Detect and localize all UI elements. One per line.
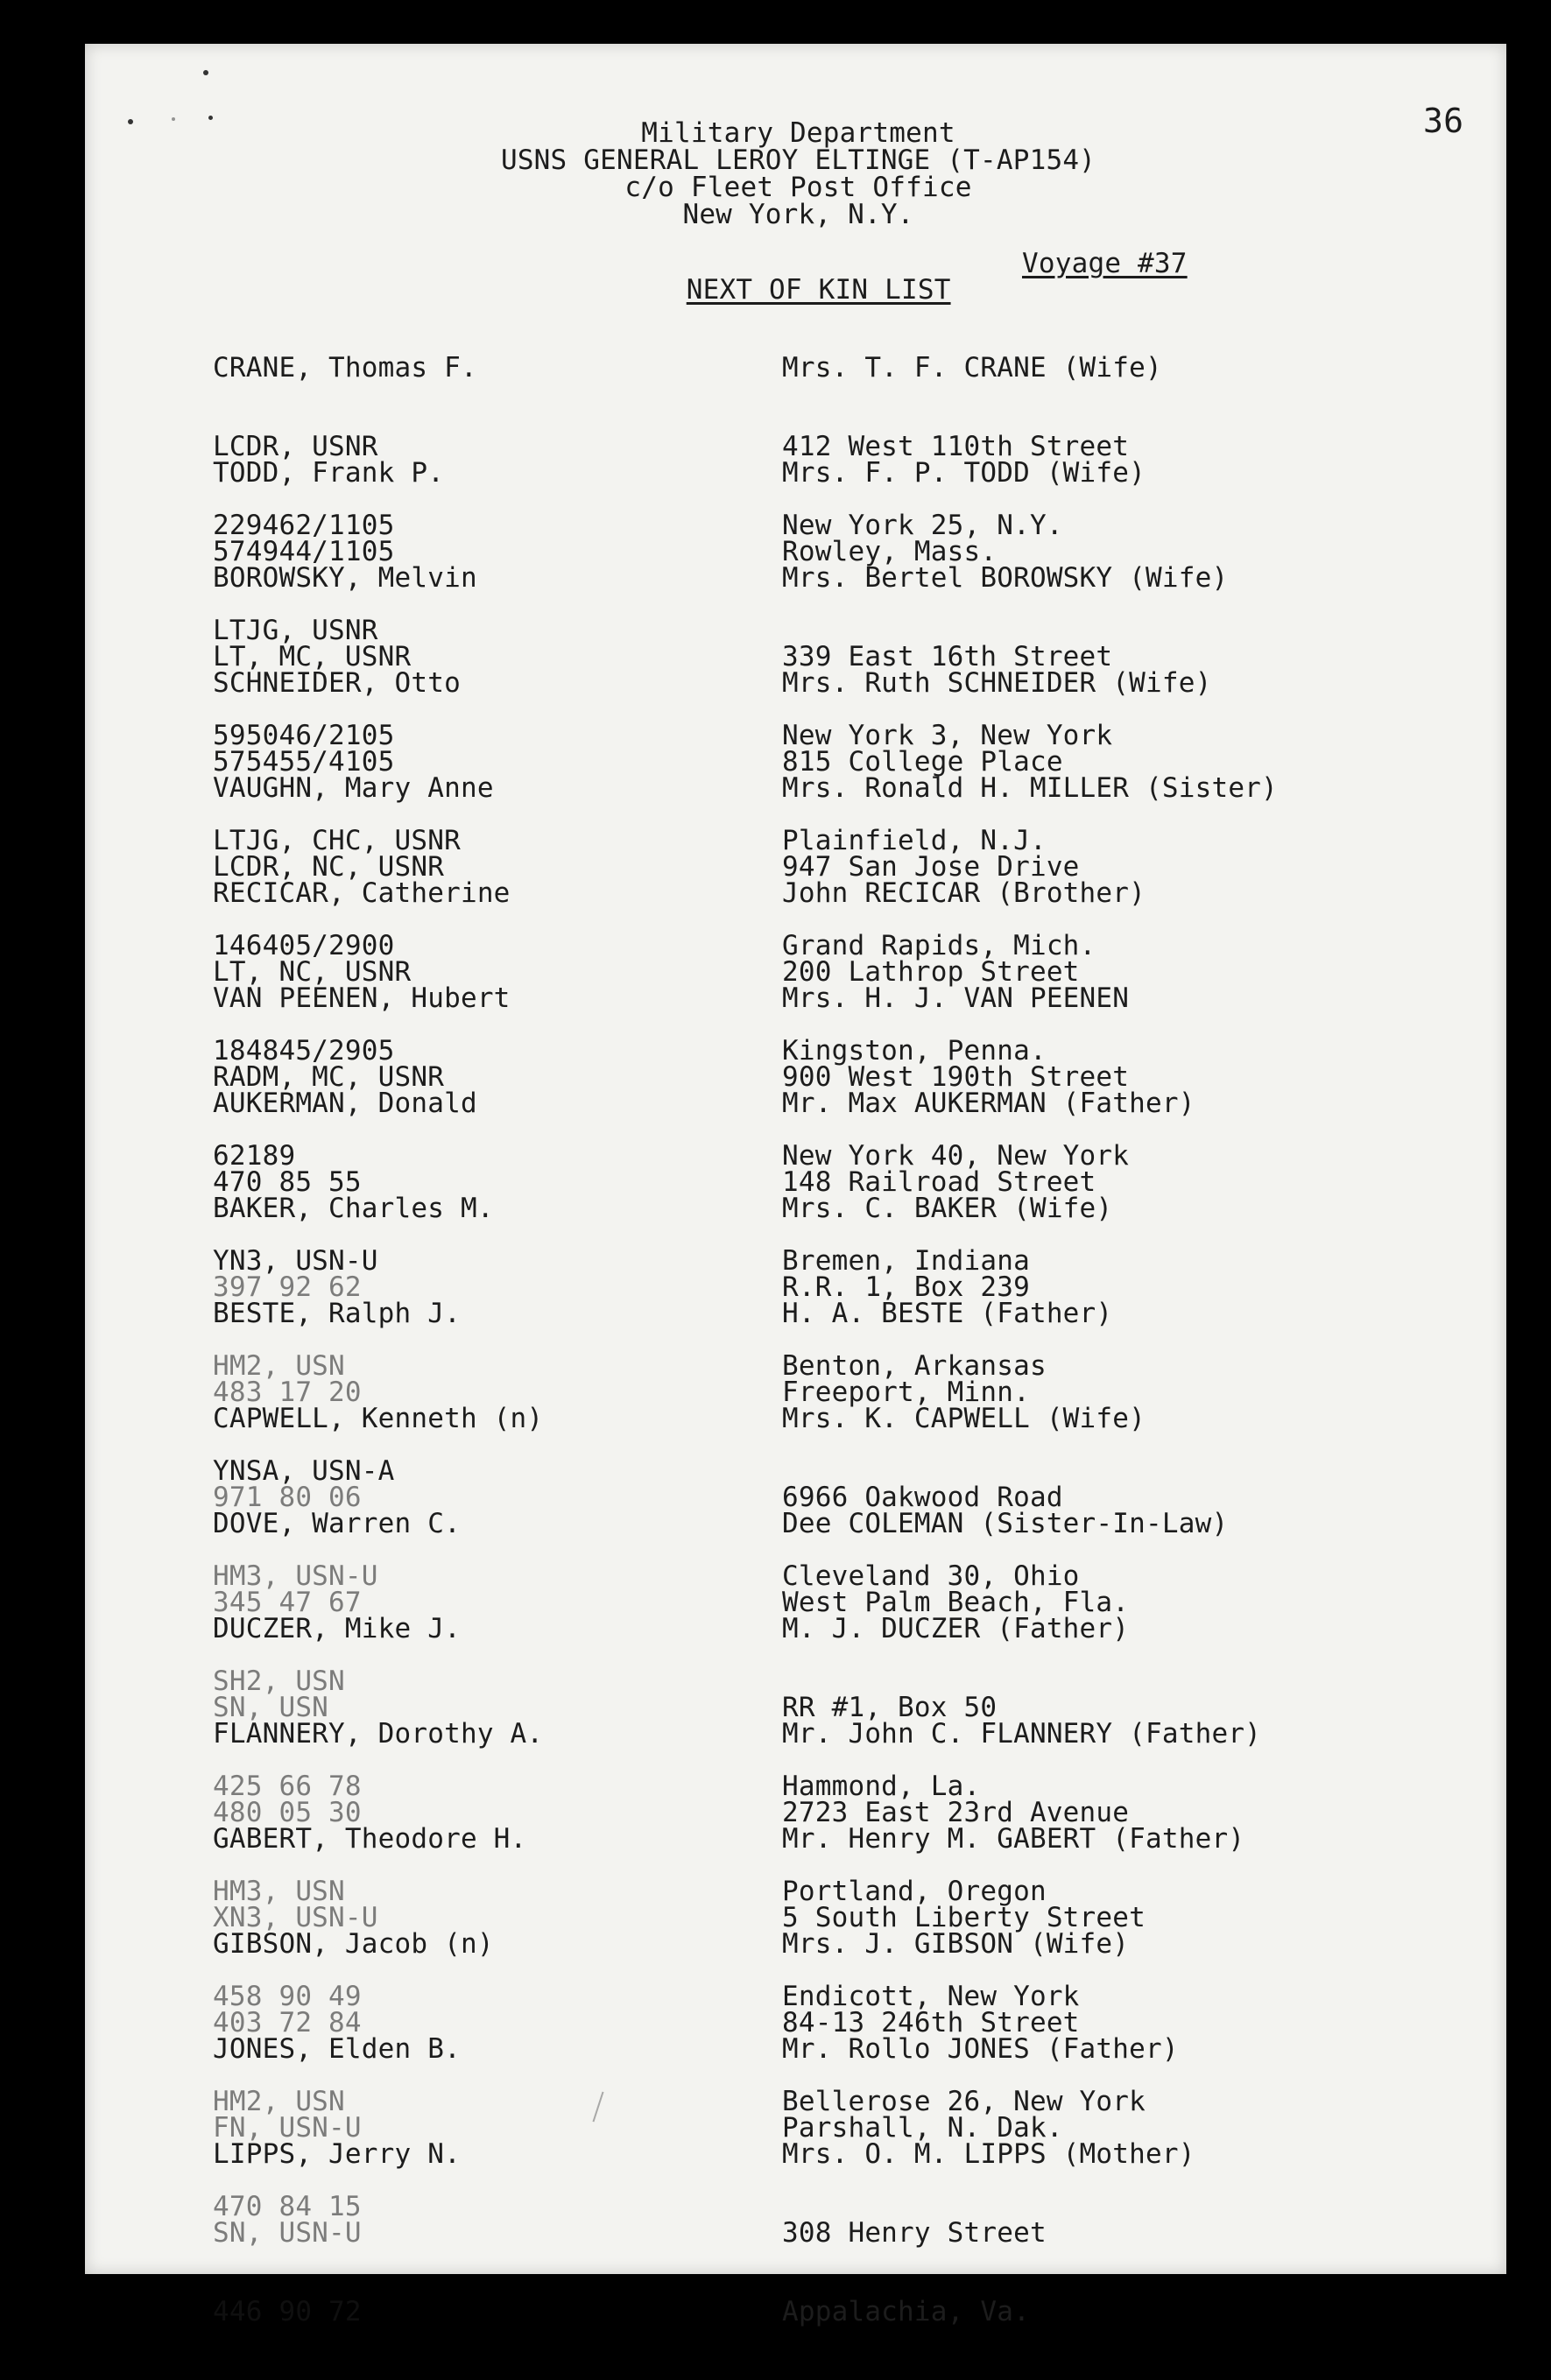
member-name: SCHNEIDER, Otto	[213, 667, 461, 699]
member-detail: 62189	[213, 1140, 296, 1172]
member-name: CAPWELL, Kenneth (n)	[213, 1403, 544, 1434]
member-detail: 397 92 62	[213, 1271, 362, 1303]
member-detail: XN3, USN-U	[213, 1902, 378, 1933]
kin-address: 947 San Jose Drive	[782, 851, 1080, 883]
kin-name: Mr. Henry M. GABERT (Father)	[782, 1823, 1245, 1855]
kin-address: 815 College Place	[782, 746, 1063, 778]
member-name: JONES, Elden B.	[213, 2033, 461, 2065]
kin-name: Mr. Rollo JONES (Father)	[782, 2033, 1179, 2065]
member-detail: 458 90 49	[213, 1981, 362, 2012]
next-of-kin	[782, 2088, 1195, 2377]
kin-address: 339 East 16th Street	[782, 641, 1113, 672]
kin-address: 6966 Oakwood Road	[782, 1482, 1063, 1513]
member-name: CRANE, Thomas F.	[213, 352, 477, 384]
member-detail: 574944/1105	[213, 536, 395, 567]
kin-address: Freeport, Minn.	[782, 1377, 1030, 1408]
member-name: LIPPS, Jerry N.	[213, 2138, 461, 2170]
kin-address: Plainfield, N.J.	[782, 825, 1047, 856]
member-detail: LTJG, CHC, USNR	[213, 825, 461, 856]
member-detail: 483 17 20	[213, 1377, 362, 1408]
member-name: DOVE, Warren C.	[213, 1508, 461, 1539]
service-member	[213, 2088, 461, 2377]
kin-address: Kingston, Penna.	[782, 1035, 1047, 1067]
kin-name: Mrs. T. F. CRANE (Wife)	[782, 352, 1162, 384]
kin-name: Mrs. Bertel BOROWSKY (Wife)	[782, 562, 1229, 594]
kin-address: Bellerose 26, New York	[782, 2086, 1146, 2117]
kin-address: Portland, Oregon	[782, 1876, 1047, 1907]
kin-name: Mrs. K. CAPWELL (Wife)	[782, 1403, 1146, 1434]
kin-address: 308 Henry Street	[782, 2217, 1047, 2249]
member-name: DUCZER, Mike J.	[213, 1613, 461, 1644]
member-detail: HM3, USN-U	[213, 1560, 378, 1592]
kin-name: Mrs. F. P. TODD (Wife)	[782, 457, 1146, 489]
kin-name: John RECICAR (Brother)	[782, 877, 1146, 909]
member-detail: 575455/4105	[213, 746, 395, 778]
kin-address: 148 Railroad Street	[782, 1166, 1096, 1198]
member-detail: SN, USN	[213, 1692, 329, 1723]
member-detail: YNSA, USN-A	[213, 1455, 395, 1487]
member-name: VAUGHN, Mary Anne	[213, 772, 494, 804]
member-detail: 184845/2905	[213, 1035, 395, 1067]
kin-name: H. A. BESTE (Father)	[782, 1298, 1113, 1329]
kin-name: Mrs. Ruth SCHNEIDER (Wife)	[782, 667, 1212, 699]
kin-address: West Palm Beach, Fla.	[782, 1587, 1130, 1618]
letterhead-line-3: c/o Fleet Post Office	[624, 172, 972, 203]
member-detail: 971 80 06	[213, 1482, 362, 1513]
member-detail: SN, USN-U	[213, 2217, 362, 2249]
kin-address: 5 South Liberty Street	[782, 1902, 1146, 1933]
member-detail: 470 85 55	[213, 1166, 362, 1198]
member-name: BOROWSKY, Melvin	[213, 562, 477, 594]
kin-address: 412 West 110th Street	[782, 431, 1130, 462]
letterhead-line-2: USNS GENERAL LEROY ELTINGE (T-AP154)	[500, 144, 1096, 176]
member-detail: LCDR, NC, USNR	[213, 851, 445, 883]
kin-address: Bremen, Indiana	[782, 1245, 1030, 1277]
member-name: VAN PEENEN, Hubert	[213, 982, 511, 1014]
kin-address: Parshall, N. Dak.	[782, 2112, 1063, 2144]
member-detail: 470 84 15	[213, 2191, 362, 2222]
kin-address: New York 40, New York	[782, 1140, 1130, 1172]
member-name: AUKERMAN, Donald	[213, 1088, 477, 1119]
member-name: BAKER, Charles M.	[213, 1193, 494, 1224]
kin-address: R.R. 1, Box 239	[782, 1271, 1030, 1303]
letterhead-line-4: New York, N.Y.	[682, 199, 914, 230]
kin-name: Dee COLEMAN (Sister-In-Law)	[782, 1508, 1229, 1539]
member-name: RECICAR, Catherine	[213, 877, 511, 909]
member-detail: FN, USN-U	[213, 2112, 362, 2144]
kin-address: Hammond, La.	[782, 1771, 981, 1802]
member-detail: LT, MC, USNR	[213, 641, 412, 672]
member-name: GABERT, Theodore H.	[213, 1823, 527, 1855]
kin-address: Benton, Arkansas	[782, 1350, 1047, 1382]
kin-name: Mrs. Ronald H. MILLER (Sister)	[782, 772, 1278, 804]
member-detail: LT, NC, USNR	[213, 956, 412, 988]
member-detail: SH2, USN	[213, 1665, 345, 1697]
page-number: 36	[1423, 102, 1464, 140]
kin-address: 84-13 246th Street	[782, 2007, 1080, 2038]
kin-address: Grand Rapids, Mich.	[782, 930, 1096, 961]
kin-address: Rowley, Mass.	[782, 536, 998, 567]
member-detail: 345 47 67	[213, 1587, 362, 1618]
kin-address: RR #1, Box 50	[782, 1692, 998, 1723]
kin-name: M. J. DUCZER (Father)	[782, 1613, 1130, 1644]
letterhead	[0, 117, 1551, 230]
member-name: FLANNERY, Dorothy A.	[213, 1718, 544, 1750]
member-name: BESTE, Ralph J.	[213, 1298, 461, 1329]
kin-name: Mrs. O. M. LIPPS (Mother)	[782, 2138, 1195, 2170]
member-detail: 229462/1105	[213, 510, 395, 541]
member-detail: 446 90 72	[213, 2296, 362, 2327]
member-detail: 403 72 84	[213, 2007, 362, 2038]
member-detail: RADM, MC, USNR	[213, 1061, 445, 1093]
kin-address: New York 25, N.Y.	[782, 510, 1063, 541]
kin-address: 2723 East 23rd Avenue	[782, 1797, 1130, 1828]
member-detail: 480 05 30	[213, 1797, 362, 1828]
kin-name: Mrs. J. GIBSON (Wife)	[782, 1928, 1130, 1960]
member-name: TODD, Frank P.	[213, 457, 445, 489]
member-detail: YN3, USN-U	[213, 1245, 378, 1277]
kin-address: 900 West 190th Street	[782, 1061, 1130, 1093]
voyage-number: Voyage #37	[1022, 248, 1188, 279]
member-detail: 595046/2105	[213, 720, 395, 751]
kin-name: Mrs. C. BAKER (Wife)	[782, 1193, 1113, 1224]
member-detail: LTJG, USNR	[213, 615, 378, 646]
kin-address: Endicott, New York	[782, 1981, 1080, 2012]
kin-address: 200 Lathrop Street	[782, 956, 1080, 988]
kin-name: Mr. John C. FLANNERY (Father)	[782, 1718, 1262, 1750]
kin-address: Cleveland 30, Ohio	[782, 1560, 1080, 1592]
member-detail: HM2, USN	[213, 1350, 345, 1382]
letterhead-line-1: Military Department	[641, 117, 955, 149]
list-title-text: NEXT OF KIN LIST	[686, 274, 951, 306]
kin-address: Appalachia, Va.	[782, 2296, 1030, 2327]
member-name: GIBSON, Jacob (n)	[213, 1928, 494, 1960]
list-title	[653, 250, 951, 306]
member-detail: LCDR, USNR	[213, 431, 378, 462]
member-detail: 146405/2900	[213, 930, 395, 961]
kin-name: Mrs. H. J. VAN PEENEN	[782, 982, 1130, 1014]
kin-address: New York 3, New York	[782, 720, 1113, 751]
member-detail: HM3, USN	[213, 1876, 345, 1907]
member-detail: 425 66 78	[213, 1771, 362, 1802]
kin-name: Mr. Max AUKERMAN (Father)	[782, 1088, 1195, 1119]
margin-dot	[203, 70, 208, 75]
member-detail: HM2, USN	[213, 2086, 345, 2117]
